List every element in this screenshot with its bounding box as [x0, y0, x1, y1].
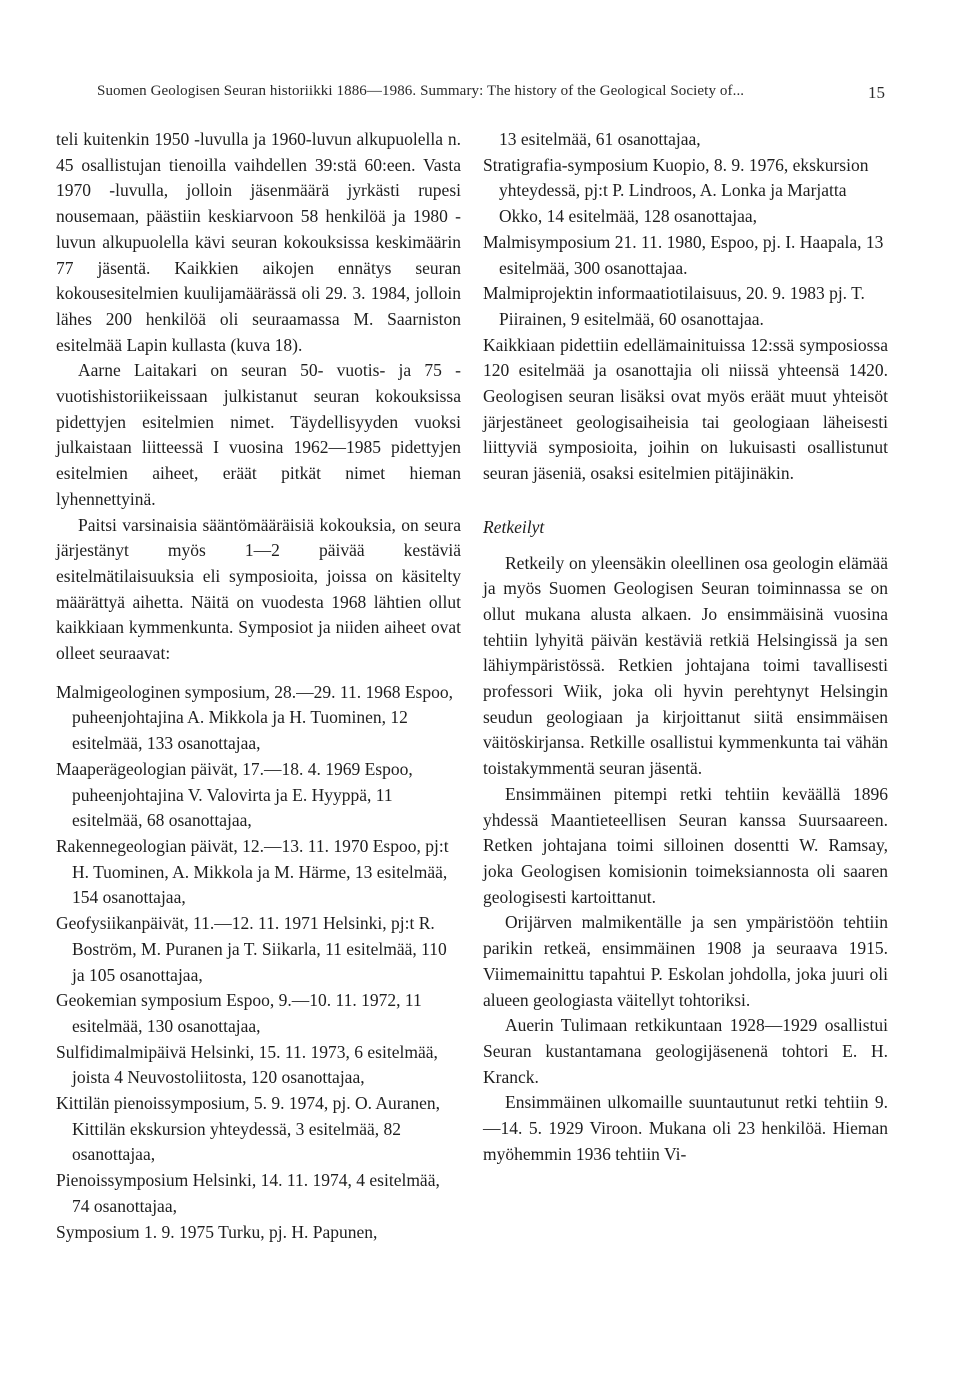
symposium-item: Symposium 1. 9. 1975 Turku, pj. H. Papunen, — [56, 1221, 378, 1242]
symposium-item: Stratigrafia-symposium Kuopio, 8. 9. 1976, ekskursion yhteydessä, pj:t P. Lindroos, A. Lonka ja Marjatta Okko, 14 esitelmää, 128 osanottajaa, — [483, 154, 869, 227]
body-paragraph: Auerin Tulimaan retkikuntaan 1928—1929 osallistui Seuran kustantamana geologijäsenenä tohtori E. H. Kranck. — [483, 1015, 888, 1087]
symposia-list-continued — [483, 127, 888, 153]
symposium-item: Rakennegeologian päivät, 12.—13. 11. 1970 Espoo, pj:t H. Tuominen, A. Mikkola ja M. Härme, 13 esitelmää, 154 osanottajaa, — [56, 835, 449, 908]
symposium-item: Malmiprojektin informaatiotilaisuus, 20. 9. 1983 pj. T. Piirainen, 9 esitelmää, 60 osanottajaa. — [483, 283, 865, 329]
section-heading: Retkeilyt — [483, 516, 545, 537]
symposium-item: Geofysiikanpäivät, 11.—12. 11. 1971 Helsinki, pj:t R. Boström, M. Puranen ja T. Siikarla, 11 esitelmää, 110 ja 105 osanottajaa, — [56, 913, 447, 985]
body-paragraph: Kaikkiaan pidettiin edellämainituissa 12:ssä symposiossa 120 esitelmää ja osanottajia oli niissä yhteensä 1420. Geologisen seuran lisäksi ovat myös eräät muut yhteisöt järjestäneet geologisaiheisia tai geologiaan läheisesti liittyviä symposioita, joihin on lukuisasti osallistunut seuran jäseniä, osaksi esitelmien pitäjinäkin. — [483, 334, 888, 484]
symposium-item: Malmisymposium 21. 11. 1980, Espoo, pj. I. Haapala, 13 esitelmää, 300 osanottajaa. — [483, 231, 884, 278]
page-number: 15 — [868, 83, 885, 102]
body-paragraph: Retkeily on yleensäkin oleellinen osa geologin elämää ja myös Suomen Geologisen Seuran toiminnassa se on ollut mukana alusta alkaen. Jo ensimmäisinä vuosina tehtiin lyhyitä päivän kestäviä retkiä Helsingissä ja sen lähiympäristössä. Retkien johtajana toimi tavallisesti professori Wiik, joka oli hyvin perehtynyt Helsingin seudun geologiaan ja kirjoittanut siitä ensimmäisen väitöskirjansa. Retkille osallistui kymmenkunta tai vähän toistakymmentä seuran jäsentä. — [483, 552, 888, 779]
running-title: Suomen Geologisen Seuran historiikki 1886—1986. Summary: The history of the Geological Society of... — [97, 83, 745, 99]
right-column — [483, 127, 888, 1167]
symposium-item: Maaperägeologian päivät, 17.—18. 4. 1969 Espoo, puheenjohtajina V. Valovirta ja E. Hyyppä, 11 esitelmää, 68 osanottajaa, — [56, 758, 413, 831]
body-paragraph: Orijärven malmikentälle ja sen ympäristöön tehtiin parikin retkeä, ensimmäinen 1908 ja seuraava 1915. Viimemainittu tapahtui P. Eskolan johdolla, joka juuri oli alueen geologiasta väitellyt tohtoriksi. — [483, 912, 888, 1010]
body-paragraph: teli kuitenkin 1950 -luvulla ja 1960-luvun alkupuolella n. 45 osallistujan tienoilla vaihdellen 39:stä 60:een. Vasta 1970 -luvulla, jolloin jäsenmäärä jyrkästi rupesi nousemaan, päästiin keskiarvoon 58 henkilöä ja 1980 -luvun alkupuolella kävi seuran kokouksissa keskimäärin 77 jäsentä. Kaikkien aikojen ennätys seuran kokousesitelmien kuulijamäärässä oli 29. 3. 1984, jolloin lähes 200 henkilöä oli seuraamassa M. Saarniston esitelmää Lapin kullasta (kuva 18). — [56, 129, 461, 355]
left-column — [56, 127, 461, 1245]
symposium-item: Malmigeologinen symposium, 28.—29. 11. 1968 Espoo, puheenjohtajina A. Mikkola ja H. Tuominen, 12 esitelmää, 133 osanottajaa, — [56, 681, 453, 754]
body-paragraph: Aarne Laitakari on seuran 50- vuotis- ja 75 -vuotishistoriikeissaan julkistanut seuran kokouksissa pidettyjen esitelmien nimet. Täydellisyyden vuoksi julkaistaan liitteessä I vuosina 1962—1985 pidettyjen esitelmien aiheet, eräät pitkät nimet hieman lyhennettyinä. — [56, 360, 461, 509]
symposium-item: Sulfidimalmipäivä Helsinki, 15. 11. 1973, 6 esitelmää, joista 4 Neuvostoliitosta, 120 osanottajaa, — [56, 1041, 438, 1088]
body-paragraph: Paitsi varsinaisia sääntömääräisiä kokouksia, on seura järjestänyt myös 1—2 päivää kestäviä esitelmätilaisuuksia eli symposioita, joissa on käsitelty määrättyä aihetta. Näitä on vuodesta 1968 lähtien ollut kaikkiaan kymmenkunta. Symposiot ja niiden aiheet ovat olleet seuraavat: — [56, 514, 461, 664]
symposia-list — [483, 153, 888, 333]
symposium-item-continuation: 13 esitelmää, 61 osanottajaa, — [499, 129, 701, 149]
symposium-item: Pienoissymposium Helsinki, 14. 11. 1974, 4 esitelmää, 74 osanottajaa, — [56, 1170, 440, 1216]
running-head — [97, 80, 897, 102]
symposium-item: Geokemian symposium Espoo, 9.—10. 11. 1972, 11 esitelmää, 130 osanottajaa, — [56, 990, 422, 1036]
symposium-item: Kittilän pienoissymposium, 5. 9. 1974, pj. O. Auranen, Kittilän ekskursion yhteydessä, 3 esitelmää, 82 osanottajaa, — [56, 1093, 441, 1165]
symposia-list — [56, 680, 461, 1245]
body-paragraph: Ensimmäinen pitempi retki tehtiin keväällä 1896 yhdessä Maantieteellisen Seuran kanssa Suursaareen. Retken johtajana toimi silloinen dosentti W. Ramsay, joka Geologisen komisionin toimeksiannosta oli saaren geologisesti kartoittanut. — [483, 783, 888, 907]
body-paragraph: Ensimmäinen ulkomaille suuntautunut retki tehtiin 9.—14. 5. 1929 Viroon. Mukana oli 23 henkilöä. Hieman myöhemmin 1936 tehtiin Vi- — [483, 1092, 888, 1164]
